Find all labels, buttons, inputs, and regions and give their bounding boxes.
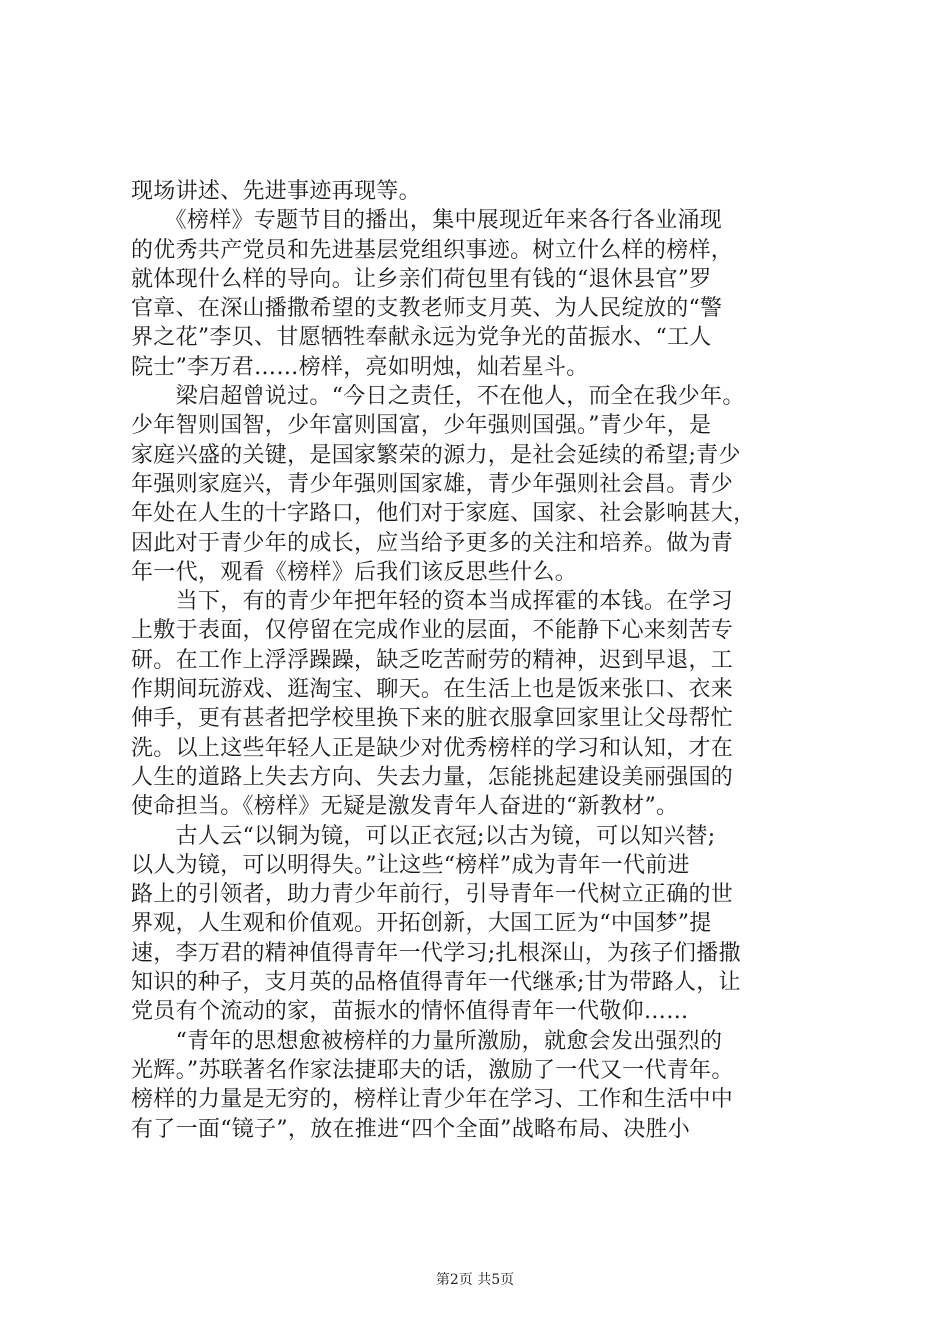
text-line: 光辉。”苏联著名作家法捷耶夫的话，激励了一代又一代青年。 — [131, 1057, 734, 1083]
document-body — [131, 177, 831, 1144]
text-line: 作期间玩游戏、逛淘宝、聊天。在生活上也是饭来张口、衣来 — [131, 677, 734, 703]
text-line: 梁启超曾说过。“今日之责任，不在他人，而全在我少年。 — [131, 384, 745, 410]
text-line: 当下，有的青少年把年轻的资本当成挥霍的本钱。在学习 — [131, 589, 734, 615]
text-line: 使命担当。《榜样》无疑是激发青年人奋进的“新教材”。 — [131, 794, 679, 820]
text-line: 年强则家庭兴，青少年强则国家雄，青少年强则社会昌。青少 — [131, 471, 734, 497]
text-line: 年一代，观看《榜样》后我们该反思些什么。 — [131, 559, 578, 585]
text-line: 有了一面“镜子”，放在推进“四个全面”战略布局、决胜小 — [131, 1116, 691, 1142]
text-line: 上敷于表面，仅停留在完成作业的层面，不能静下心来刻苦专 — [131, 618, 734, 644]
text-line: 以人为镜，可以明得失。”让这些“榜样”成为青年一代前进 — [131, 852, 690, 878]
text-line: 路上的引领者，助力青少年前行，引导青年一代树立正确的世 — [131, 882, 734, 908]
page-footer: 第2页 共5页 — [435, 1272, 515, 1288]
text-line: 少年智则国智，少年富则国富，少年强则国强。”青少年，是 — [131, 413, 712, 439]
text-line: 知识的种子，支月英的品格值得青年一代继承;甘为带路人，让 — [131, 970, 741, 996]
text-line: 界之花”李贝、甘愿牺牲奉献永远为党争光的苗振水、“工人 — [131, 325, 712, 351]
text-line: 官章、在深山播撒希望的支教老师支月英、为人民绽放的“警 — [131, 296, 723, 322]
text-line: 《榜样》专题节目的播出，集中展现近年来各行各业涌现 — [131, 208, 723, 234]
text-line: 年处在人生的十字路口，他们对于家庭、国家、社会影响甚大， — [131, 501, 756, 527]
text-line: 伸手，更有甚者把学校里换下来的脏衣服拿回家里让父母帮忙 — [131, 706, 734, 732]
text-line: “青年的思想愈被榜样的力量所激励，就愈会发出强烈的 — [131, 1028, 723, 1054]
text-line: 速，李万君的精神值得青年一代学习;扎根深山，为孩子们播撒 — [131, 940, 741, 966]
text-line: 榜样的力量是无穷的，榜样让青少年在学习、工作和生活中中 — [131, 1087, 734, 1113]
text-line: 就体现什么样的导向。让乡亲们荷包里有钱的“退休县官”罗 — [131, 266, 712, 292]
text-line: 研。在工作上浮浮躁躁，缺乏吃苦耐劳的精神，迟到早退，工 — [131, 647, 734, 673]
text-line: 界观，人生观和价值观。开拓创新，大国工匠为“中国梦”提 — [131, 911, 712, 937]
text-line: 家庭兴盛的关键，是国家繁荣的源力，是社会延续的希望;青少 — [131, 442, 741, 468]
text-line: 因此对于青少年的成长，应当给予更多的关注和培养。做为青 — [131, 530, 734, 556]
text-line: 现场讲述、先进事迹再现等。 — [131, 179, 421, 204]
text-line: 党员有个流动的家，苗振水的情怀值得青年一代敬仰…… — [131, 999, 689, 1025]
text-line: 院士”李万君……榜样，亮如明烛，灿若星斗。 — [131, 354, 589, 380]
text-line: 古人云“以铜为镜，可以正衣冠;以古为镜，可以知兴替; — [131, 823, 716, 849]
text-line: 人生的道路上失去方向、失去力量，怎能挑起建设美丽强国的 — [131, 764, 734, 790]
text-line: 的优秀共产党员和先进基层党组织事迹。树立什么样的榜样， — [131, 237, 734, 263]
text-line: 洗。以上这些年轻人正是缺少对优秀榜样的学习和认知，才在 — [131, 735, 734, 761]
